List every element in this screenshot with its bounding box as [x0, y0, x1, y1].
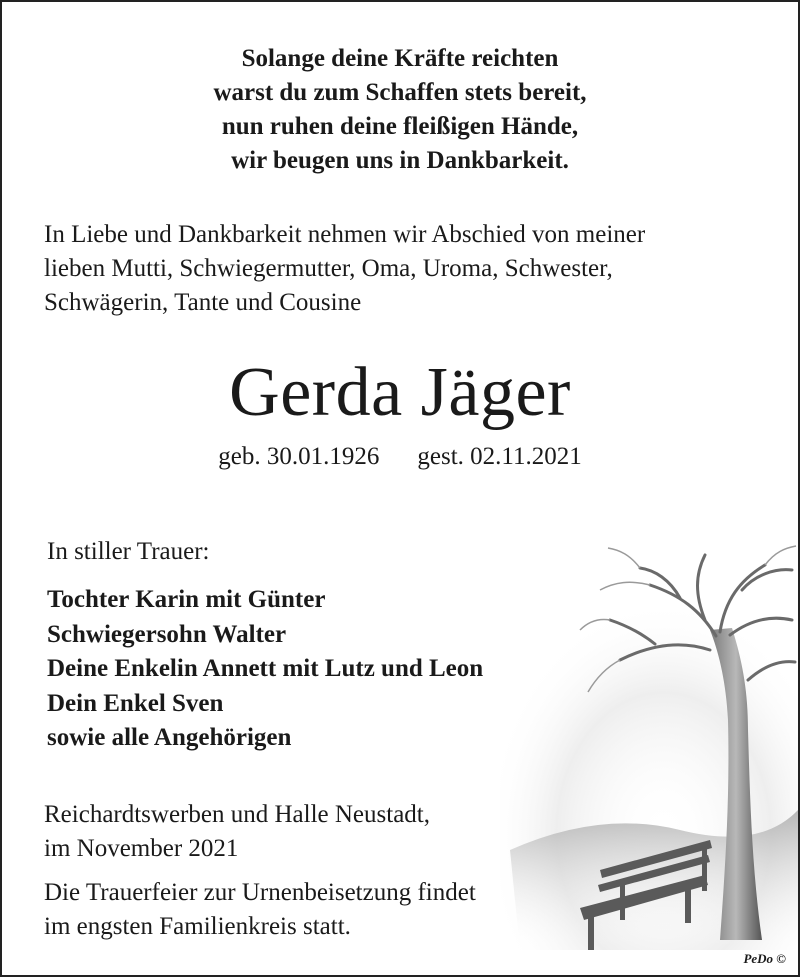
funeral-note [44, 876, 476, 944]
memorial-poem [0, 42, 800, 178]
deceased-name: Gerda Jäger [229, 354, 571, 431]
mourner-entry: sowie alle Angehörigen [47, 724, 292, 751]
tree-and-bench-illustration [480, 540, 798, 970]
mourner-entry: Tochter Karin mit Günter [47, 586, 326, 613]
mourner-entry: Schwiegersohn Walter [47, 620, 287, 648]
poem-line: wir beugen uns in Dankbarkeit. [231, 147, 569, 174]
life-dates [0, 440, 800, 474]
funeral-line: im engsten Familienkreis statt. [44, 913, 351, 940]
funeral-line: Die Trauerfeier zur Urnenbeisetzung findet [44, 879, 476, 906]
artist-signature: PeDo © [743, 951, 786, 966]
mourners-list [47, 583, 483, 756]
poem-line: Solange deine Kräfte reichten [241, 45, 559, 72]
birth-date: geb. 30.01.1926 [218, 443, 380, 470]
mourner-entry: Deine Enkelin Annett mit Lutz und Leon [47, 655, 484, 682]
poem-line: nun ruhen deine fleißigen Hände, [221, 113, 579, 140]
farewell-line: In Liebe und Dankbarkeit nehmen wir Abschied von meiner [44, 221, 646, 248]
place-line: Reichardtswerben und Halle Neustadt, [44, 801, 430, 828]
place-and-date [44, 798, 430, 866]
farewell-line: lieben Mutti, Schwiegermutter, Oma, Uroma, Schwester, [44, 255, 613, 282]
place-line: im November 2021 [44, 835, 239, 862]
farewell-text [44, 218, 764, 320]
mourner-entry: Dein Enkel Sven [47, 689, 224, 717]
mourning-heading: In stiller Trauer: [47, 538, 210, 565]
poem-line: warst du zum Schaffen stets bereit, [213, 79, 587, 106]
farewell-line: Schwägerin, Tante und Cousine [44, 289, 362, 316]
death-date: gest. 02.11.2021 [417, 443, 582, 470]
